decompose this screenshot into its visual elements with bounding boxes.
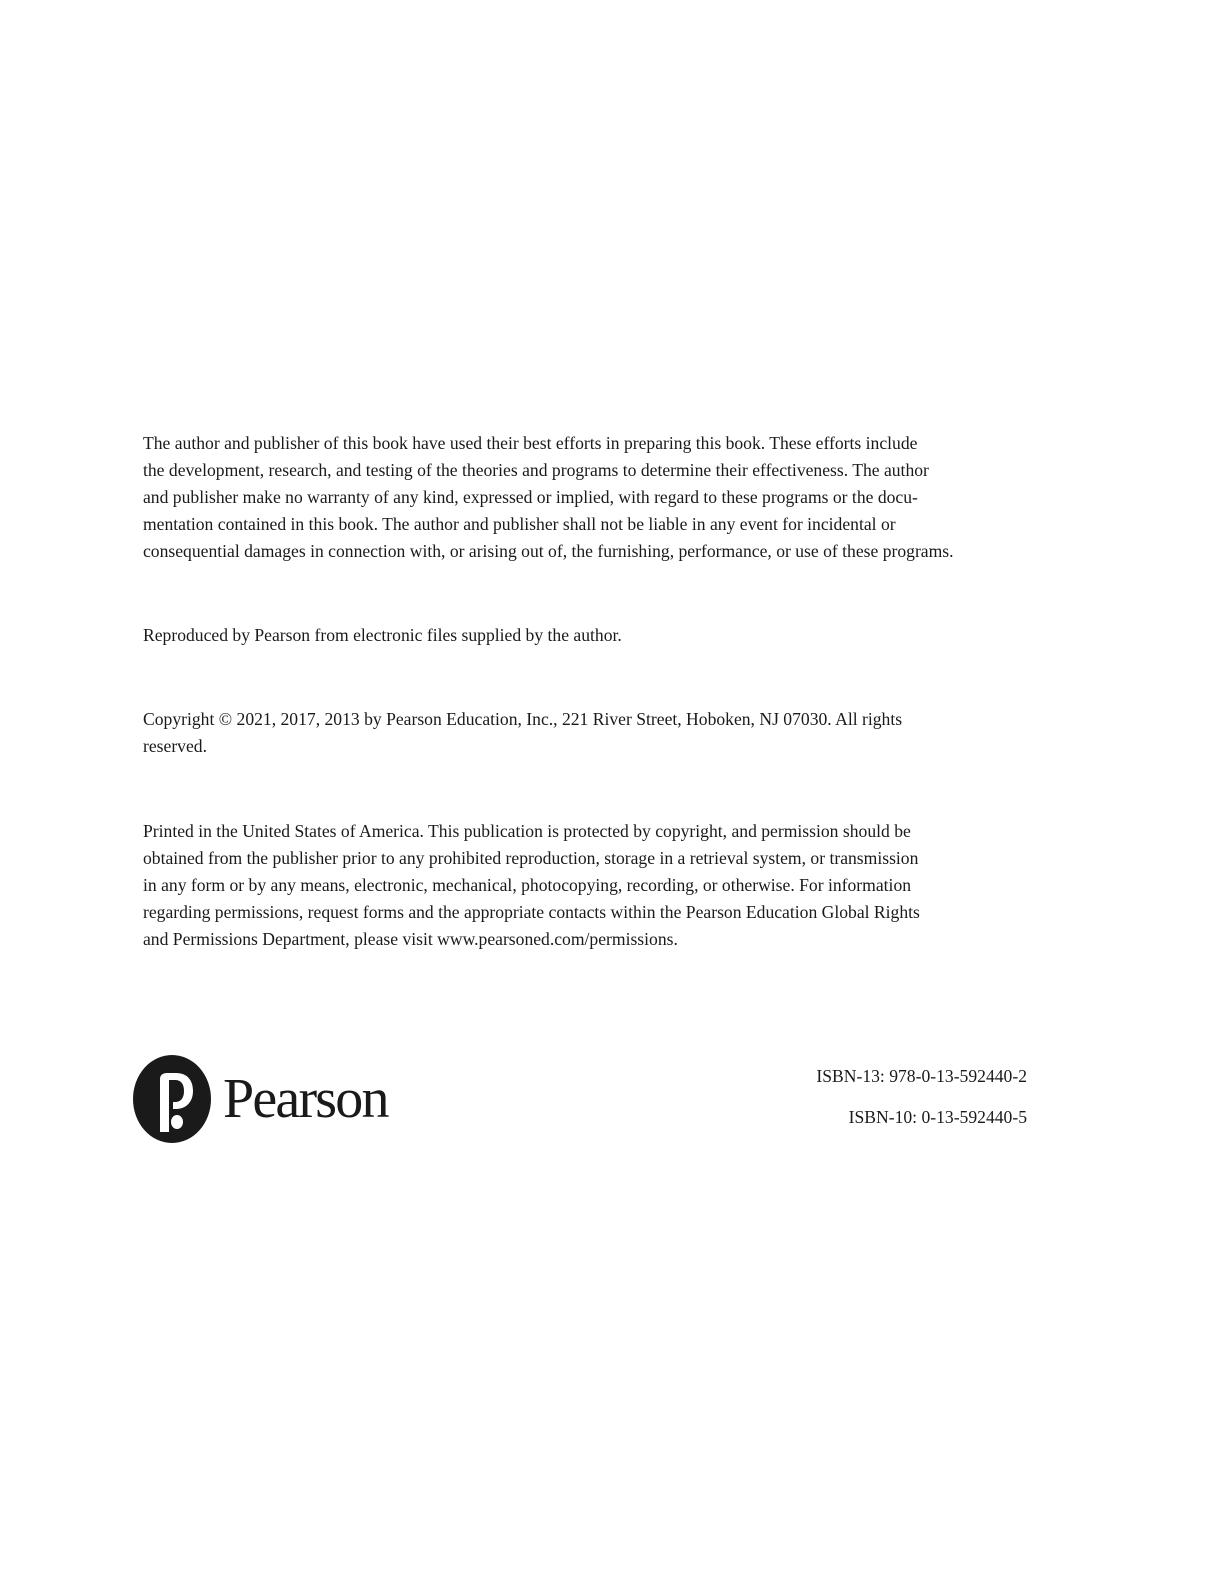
permissions-line: obtained from the publisher prior to any prohibited reproduction, storage in a retrieval system, or transmission <box>143 848 919 868</box>
isbn-10: ISBN-10: 0-13-592440-5 <box>848 1107 1027 1127</box>
disclaimer-line: The author and publisher of this book have used their best efforts in preparing this book. These efforts include <box>143 433 918 453</box>
reproduced-notice <box>143 622 1043 649</box>
disclaimer-paragraph <box>143 430 1043 565</box>
disclaimer-line: the development, research, and testing of the theories and programs to determine their effectiveness. The author <box>143 460 929 480</box>
copyright-line: reserved. <box>143 736 207 756</box>
reproduced-line: Reproduced by Pearson from electronic files supplied by the author. <box>143 625 622 645</box>
permissions-line: Printed in the United States of America. This publication is protected by copyright, and permission should be <box>143 821 911 841</box>
copyright-notice <box>143 706 1043 760</box>
pearson-p-icon <box>133 1054 213 1144</box>
disclaimer-line: consequential damages in connection with, or arising out of, the furnishing, performance, or use of these programs. <box>143 541 954 561</box>
disclaimer-line: mentation contained in this book. The author and publisher shall not be liable in any event for incidental or <box>143 514 896 534</box>
disclaimer-line: and publisher make no warranty of any kind, expressed or implied, with regard to these programs or the docu- <box>143 487 918 507</box>
permissions-line: and Permissions Department, please visit www.pearsoned.com/permissions. <box>143 929 678 949</box>
isbn-13: ISBN-13: 978-0-13-592440-2 <box>816 1066 1027 1086</box>
pearson-logo <box>133 1054 423 1146</box>
permissions-paragraph <box>143 818 1043 953</box>
permissions-line: regarding permissions, request forms and the appropriate contacts within the Pearson Education Global Rights <box>143 902 920 922</box>
copyright-line: Copyright © 2021, 2017, 2013 by Pearson Education, Inc., 221 River Street, Hoboken, NJ 07030. All rights <box>143 709 903 729</box>
permissions-line: in any form or by any means, electronic, mechanical, photocopying, recording, or otherwise. For information <box>143 875 912 895</box>
logo-wordmark: Pearson <box>223 1068 388 1130</box>
